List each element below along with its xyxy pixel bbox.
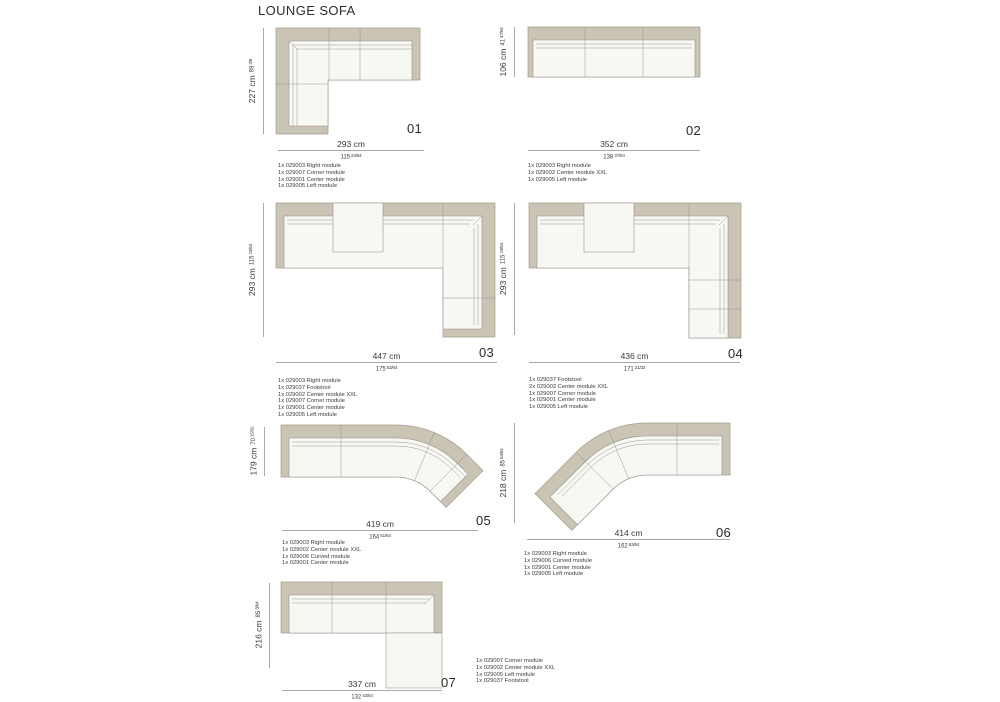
dimension-line [527, 539, 730, 540]
horizontal-dimension [278, 139, 424, 162]
dimension-inches: $175^{63/64}$ [375, 365, 398, 373]
dimension-inches: $162^{63/64}$ [617, 542, 640, 550]
dimension-inches: $70^{15/32}$ [249, 426, 258, 445]
footstool [584, 203, 634, 252]
horizontal-dimension [282, 679, 442, 702]
dimension-line [278, 150, 424, 151]
sofa-plan-drawing-06 [527, 423, 730, 531]
configuration-number: 07 [441, 675, 457, 690]
parts-list [528, 163, 607, 183]
sofa-plan-drawing-03 [276, 203, 495, 337]
dimension-cm: 419 cm [366, 519, 394, 529]
configuration-number: 02 [686, 123, 702, 138]
horizontal-dimension [528, 139, 700, 162]
dimension-cm: 293 cm [246, 268, 257, 296]
dimension-line [528, 150, 700, 151]
part-item: 1x 029005 Left module [476, 671, 535, 678]
parts-list [476, 658, 555, 685]
sofa-seat [289, 41, 412, 126]
parts-list [278, 163, 345, 190]
dimension-inches: $115^{23/64}$ [340, 153, 362, 161]
vertical-dimension-label [249, 583, 269, 668]
dimension-cm: 447 cm [372, 351, 401, 361]
part-item: 1x 029007 Corner module [476, 658, 544, 664]
dimension-cm: 352 cm [600, 139, 628, 149]
horizontal-dimension [529, 351, 740, 374]
dimension-cm: 218 cm [497, 469, 508, 498]
vertical-dimension-label [493, 27, 513, 77]
sofa-seat [533, 40, 695, 77]
sofa-seat [289, 595, 434, 633]
parts-list [282, 540, 361, 567]
vertical-dimension-line [514, 27, 515, 77]
footstool [333, 203, 383, 252]
horizontal-dimension [527, 528, 730, 551]
part-item: 1x 029002 Center module XXL [282, 546, 362, 553]
dimension-cm: 414 cm [614, 528, 643, 538]
parts-list [278, 378, 357, 419]
dimension-inches: $89^{3/8}$ [248, 58, 256, 73]
vertical-dimension-line [514, 203, 515, 335]
vertical-dimension-label [242, 28, 262, 134]
dimension-line [282, 530, 478, 531]
part-item: 1x 029006 Curved module [524, 557, 592, 564]
dimension-cm: 227 cm [246, 75, 257, 104]
vertical-dimension-line [264, 427, 265, 476]
part-item: 1x 029003 Right module [278, 163, 341, 169]
parts-list [524, 551, 592, 578]
part-item: 1x 029007 Corner module [278, 398, 346, 405]
configuration-number: 03 [479, 345, 495, 360]
dimension-inches: $85^{53/64}$ [499, 448, 507, 467]
configuration-number: 06 [716, 525, 732, 540]
dimension-inches: $85^{3/64}$ [254, 601, 263, 618]
part-item: 1x 029006 Curved module [282, 553, 350, 560]
part-item: 2x 029002 Center module XXL [529, 383, 609, 390]
part-item: 1x 029003 Right module [278, 378, 341, 384]
part-item: 1x 029037 Footstool [529, 377, 582, 383]
sofa-plan-drawing-02 [528, 27, 700, 77]
dimension-cm: 106 cm [497, 48, 508, 77]
part-item: 1x 029002 Center module XXL [476, 664, 556, 671]
part-item: 1x 029001 Center module [524, 564, 591, 571]
dimension-cm: 337 cm [348, 679, 376, 689]
dimension-inches: $171^{21/32}$ [623, 365, 646, 373]
sofa-plan-drawing-04 [529, 203, 741, 338]
part-item: 1x 029005 Left module [278, 183, 337, 190]
dimension-line [529, 362, 740, 363]
part-item: 1x 029001 Center module [529, 397, 596, 404]
part-item: 1x 029002 Center module XXL [528, 169, 608, 176]
dimension-inches: $41^{47/64}$ [499, 27, 507, 46]
vertical-dimension-label [242, 203, 262, 337]
vertical-dimension-line [514, 423, 515, 523]
part-item: 1x 029037 Footstool [278, 384, 331, 391]
part-item: 1x 029002 Center module XXL [278, 391, 358, 398]
page-title: LOUNGE SOFA [258, 3, 356, 18]
sofa-plan-drawing-07 [281, 582, 442, 688]
vertical-dimension-label [493, 423, 513, 523]
part-item: 1x 029003 Right module [282, 540, 345, 546]
part-item: 1x 029037 Footstool [476, 678, 529, 685]
dimension-cm: 436 cm [620, 351, 649, 361]
part-item: 1x 029007 Corner module [278, 169, 346, 176]
part-item: 1x 029005 Left module [528, 176, 587, 183]
part-item: 1x 029005 Left module [278, 411, 337, 418]
parts-list [529, 377, 608, 411]
dimension-line [282, 690, 442, 691]
dimension-cm: 179 cm [248, 447, 258, 476]
configuration-number: 01 [407, 121, 423, 136]
dimension-cm: 293 cm [337, 139, 365, 149]
dimension-inches: $138^{37/64}$ [603, 153, 625, 161]
part-item: 1x 029001 Center module [282, 560, 349, 567]
part-item: 1x 029005 Left module [529, 404, 588, 411]
sofa-seat [550, 436, 722, 525]
dimension-inches: $132^{43/64}$ [351, 693, 373, 701]
part-item: 1x 029003 Right module [524, 551, 587, 557]
configuration-number: 05 [476, 513, 492, 528]
vertical-dimension-line [263, 28, 264, 134]
vertical-dimension-label [244, 427, 264, 476]
part-item: 1x 029005 Left module [524, 571, 583, 578]
configuration-number: 04 [728, 346, 744, 361]
part-item: 1x 029003 Right module [528, 163, 591, 169]
vertical-dimension-line [269, 583, 270, 668]
horizontal-dimension [276, 351, 497, 374]
sofa-plan-drawing-05 [281, 425, 483, 510]
sofa-plan-drawing-01 [276, 28, 423, 136]
vertical-dimension-label [493, 203, 513, 335]
dimension-cm: 293 cm [497, 267, 508, 295]
part-item: 1x 029001 Center module [278, 405, 345, 412]
dimension-line [276, 362, 497, 363]
part-item: 1x 029001 Center module [278, 176, 345, 183]
part-item: 1x 029007 Corner module [529, 390, 597, 397]
dimension-inches: $115^{23/64}$ [499, 243, 507, 265]
dimension-inches: $115^{23/64}$ [248, 244, 256, 266]
dimension-inches: $164^{61/64}$ [369, 533, 391, 541]
vertical-dimension-line [263, 203, 264, 337]
dimension-cm: 216 cm [253, 620, 263, 649]
horizontal-dimension [282, 519, 478, 542]
